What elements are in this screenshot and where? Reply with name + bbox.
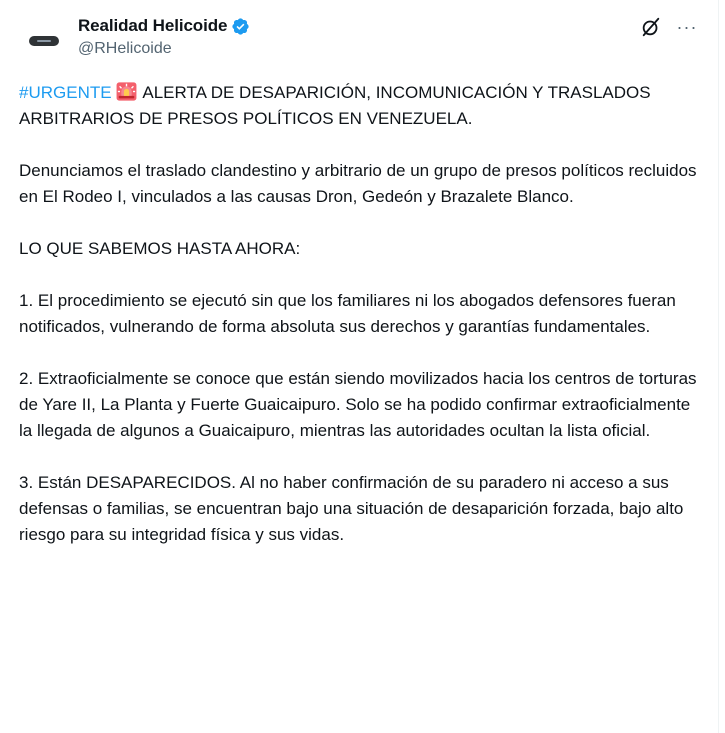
- post-header: [20, 14, 698, 64]
- post-paragraph: Denunciamos el traslado clandestino y arbitrario de un grupo de presos políticos recluidos en El Rodeo I, vinculados a las causas Dron, Gedeón y Brazalete Blanco.: [19, 161, 697, 206]
- author-info: [78, 14, 250, 58]
- post-paragraph: 3. Están DESAPARECIDOS. Al no haber confirmación de su paradero ni acceso a sus defensas o familias, se encuentran bajo una situación de desaparición forzada, bajo alto riesgo para su integridad física y sus vidas.: [19, 473, 684, 544]
- post-headline: [19, 80, 703, 132]
- verified-badge-icon[interactable]: [231, 17, 250, 36]
- post-paragraph: 1. El procedimiento se ejecutó sin que los familiares ni los abogados defensores fueran notificados, vulnerando de forma absoluta sus derechos y garantías fundamentales.: [19, 291, 676, 336]
- hashtag-link[interactable]: #URGENTE: [19, 83, 112, 102]
- post-paragraph: LO QUE SABEMOS HASTA AHORA:: [19, 239, 301, 258]
- avatar[interactable]: [22, 19, 66, 63]
- more-horizontal-icon[interactable]: ···: [676, 17, 698, 37]
- grok-icon[interactable]: [640, 16, 662, 38]
- display-name-row: [78, 14, 250, 38]
- siren-emoji-icon: [116, 82, 137, 101]
- display-name[interactable]: Realidad Helicoide: [78, 16, 228, 35]
- author-handle[interactable]: @RHelicoide: [78, 40, 172, 57]
- post-actions: [640, 16, 698, 38]
- post-text: [19, 80, 703, 574]
- post-paragraph: 2. Extraoficialmente se conoce que están siendo movilizados hacia los centros de torturas de Yare II, La Planta y Fuerte Guaicaipuro. Solo se ha podido confirmar extraoficialmente la llegada de algunos a Guaicaipuro, mientras las autoridades ocultan la lista oficial.: [19, 369, 697, 440]
- realidad-helicoide-logo-icon: [29, 36, 59, 46]
- headline-text: ALERTA DE DESAPARICIÓN, INCOMUNICACIÓN Y TRASLADOS ARBITRARIOS DE PRESOS POLÍTICOS EN VENEZUELA.: [19, 83, 651, 128]
